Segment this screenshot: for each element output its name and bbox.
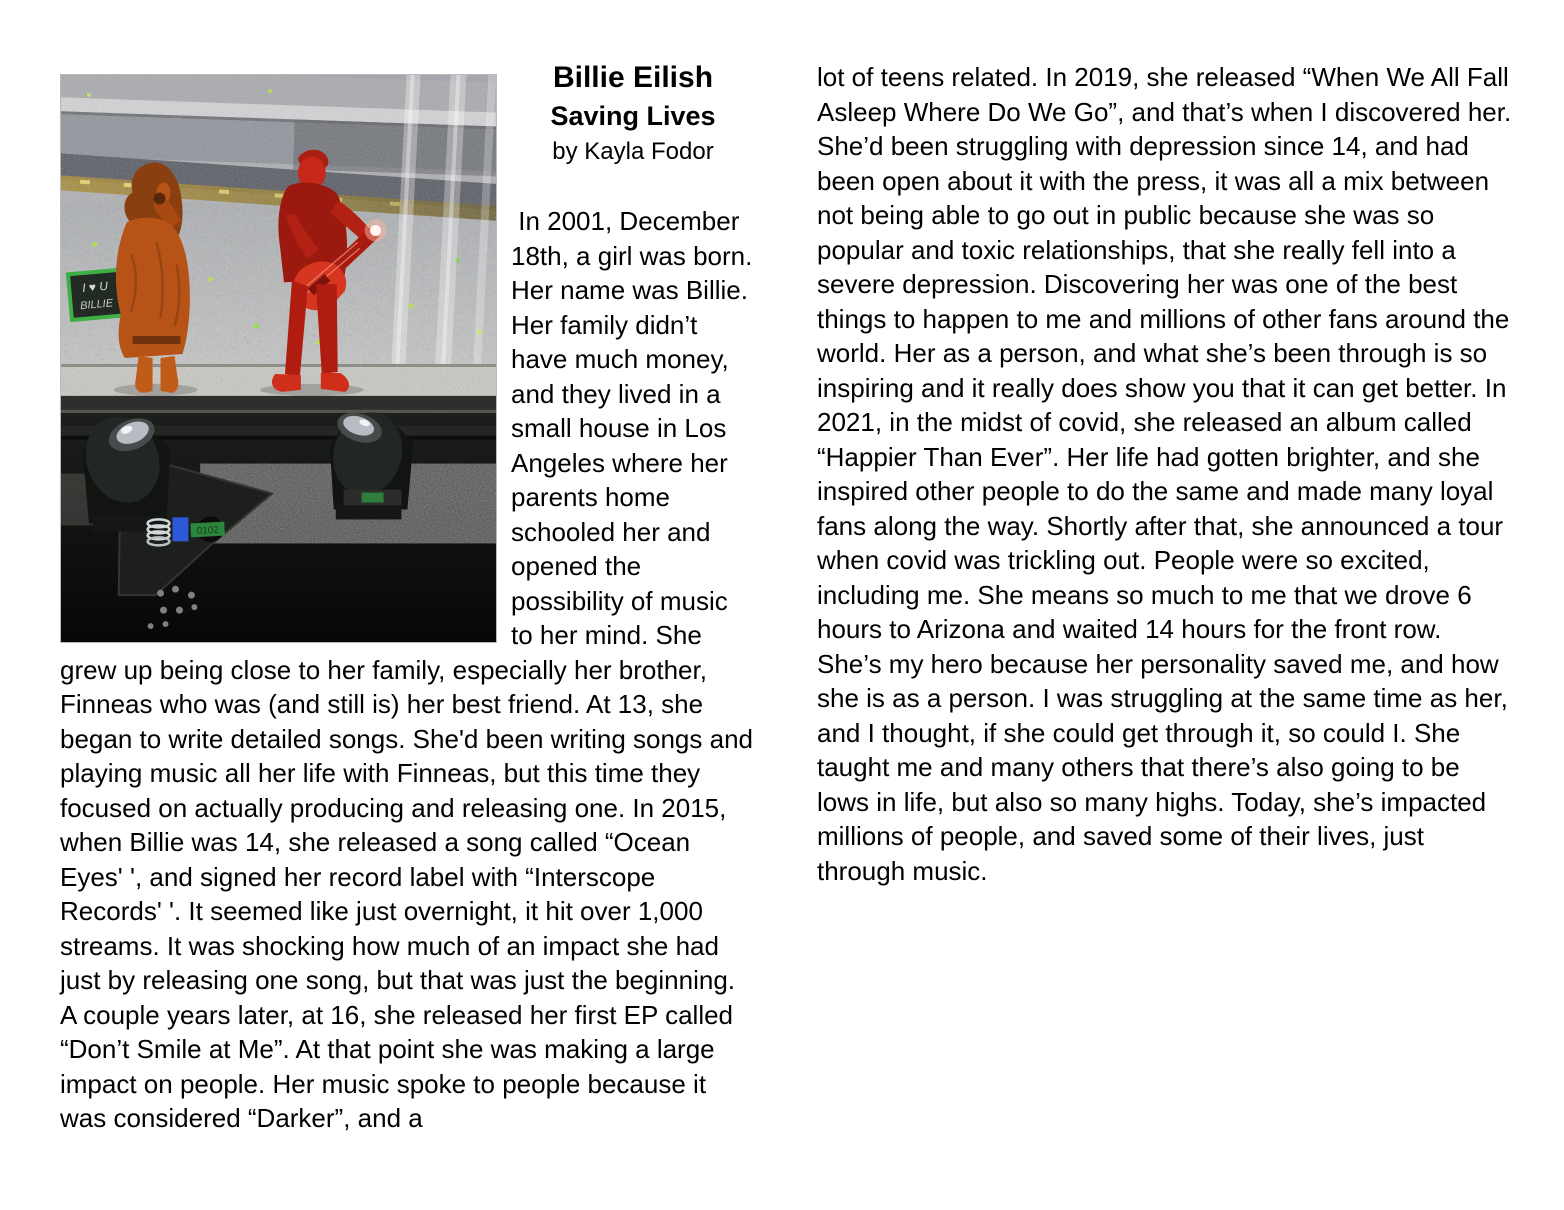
right-column	[817, 52, 1519, 1210]
concert-photo-art	[61, 75, 496, 642]
article-subtitle: Saving Lives	[550, 101, 716, 131]
equipment-tag-text: 0102	[196, 524, 220, 538]
article-byline: by Kayla Fodor	[552, 138, 714, 165]
left-column	[60, 52, 761, 1210]
fan-sign-line2: BILLIE	[79, 297, 114, 313]
lighting-rig	[61, 396, 496, 642]
fan-sign-line1: I ♥ U	[81, 278, 109, 296]
fan-sign	[68, 270, 124, 320]
concert-photo	[60, 74, 497, 643]
article-body-left: In 2001, December 18th, a girl was born. Her name was Billie. Her family didn’t have much money, and they lived in a small house in Los Angeles where her parents home schooled her and opened the possibility of music to her mind. She grew up being close to her family, especially her brother, Finneas who was (and still is) her best friend. At 13, she began to write detailed songs. She'd been writing songs and playing music all her life with Finneas, but this time they focused on actually producing and releasing one. In 2015, when Billie was 14, she released a song called “Ocean Eyes' ', and signed her record label with “Interscope Records' '. It seemed like just overnight, it hit over 1,000 streams. It was shocking how much of an impact she had just by releasing one song, but that was just the beginning. A couple years later, at 16, she released her first EP called “Don’t Smile at Me”. At that point she was making a large impact on people. Her music spoke to people because it was considered “Darker”, and a	[60, 206, 761, 1133]
equipment-tag	[190, 522, 225, 538]
article-title: Billie Eilish	[552, 61, 714, 94]
article-body-right: lot of teens related. In 2019, she released “When We All Fall Asleep Where Do We Go”, and that’s when I discovered her. She’d been struggling with depression since 14, and had been open about it with the press, it was all a mix between not being able to go out in public because she was so popular and toxic relationships, that she really fell into a severe depression. Discovering her was one of the best things to happen to me and millions of other fans around the world. Her as a person, and what she’s been through is so inspiring and it really does show you that it can get better. In 2021, in the midst of covid, she released an album called “Happier Than Ever”. Her life had gotten brighter, and she inspired other people to do the same and made many loyal fans along the way. Shortly after that, she announced a tour when covid was trickling out. People were so excited, including me. She means so much to me that we drove 6 hours to Arizona and waited 14 hours for the front row. She’s my hero because her personality saved me, and how she is as a person. I was struggling at the same time as her, and I thought, if she could get through it, so could I. She taught me and many others that there’s also going to be lows in life, but also so many highs. Today, she’s impacted millions of people, and saved some of their lives, just through music.	[817, 62, 1519, 886]
